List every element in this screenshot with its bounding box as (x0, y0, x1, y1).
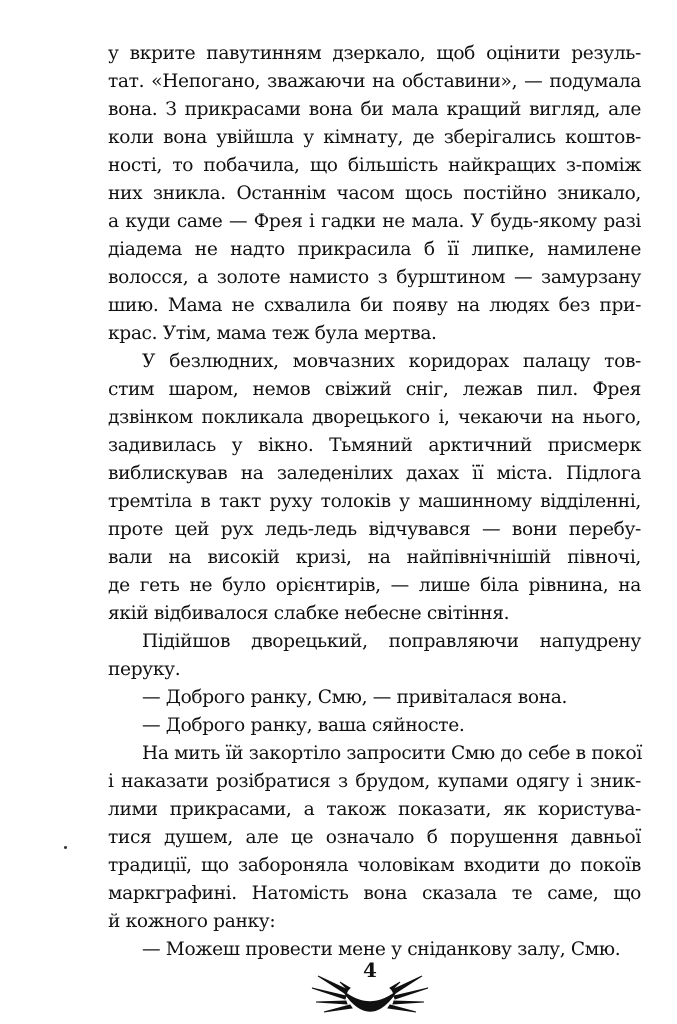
text-line: маркграфині. Натомість вона сказала те саме, що (108, 883, 641, 904)
text-line: тися душем, але це означало б порушення давньої (108, 827, 641, 848)
text-line: де геть не було орієнтирів, — лише біла рівнина, на (108, 575, 641, 596)
text-line: лими прикрасами, а також показати, як користува- (108, 799, 641, 820)
text-line: діадема не надто прикрасила б її липке, намилене (108, 239, 641, 260)
text-line: задивилась у вікно. Тьмяний арктичний присмерк (108, 435, 641, 456)
text-line: — Можеш провести мене у сніданкову залу, Смю. (142, 939, 621, 960)
text-line: а куди саме — Фрея і гадки не мала. У будь-якому разі (108, 211, 641, 232)
text-line: і наказати розібратися з брудом, купами одягу і зник- (108, 771, 641, 792)
text-line: й кожного ранку: (108, 911, 276, 932)
text-line: тремтіла в такт руху толоків у машинному відділенні, (108, 491, 641, 512)
text-line: у вкрите павутинням дзеркало, щоб оцінити резуль- (108, 43, 641, 64)
text-line: тат. «Непогано, зважаючи на обставини», — подумала (108, 71, 641, 92)
text-line: коли вона увійшла у кімнату, де зберігались коштов- (108, 127, 641, 148)
text-line: них зникла. Останнім часом щось постійно зникало, (108, 183, 641, 204)
text-line: — Доброго ранку, Смю, — привіталася вона. (142, 687, 568, 708)
page-footer (310, 958, 430, 1018)
text-line: дзвінком покликала дворецького і, чекаючи на нього, (108, 407, 641, 428)
ink-speck (64, 846, 67, 849)
text-line: шию. Мама не схвалила би появу на людях без при- (108, 295, 641, 316)
text-line: Підійшов дворецький, поправляючи напудрену (142, 631, 641, 652)
text-line: — Доброго ранку, ваша сяйносте. (142, 715, 465, 736)
page-number: 4 (363, 958, 377, 982)
text-line: виблискував на заледенілих дахах її міста. Підлога (108, 463, 641, 484)
text-line: крас. Утім, мама теж була мертва. (108, 323, 437, 344)
text-line: У безлюдних, мовчазних коридорах палацу тов- (142, 351, 641, 372)
text-line: вали на високій кризі, на найпівнічнішій півночі, (108, 547, 641, 568)
text-line: перуку. (108, 659, 181, 680)
text-line: вона. З прикрасами вона би мала кращий вигляд, але (108, 99, 641, 120)
text-line: традиції, що забороняла чоловікам входити до покоїв (108, 855, 641, 876)
text-line: На мить їй закортіло запросити Смю до себе в покої (142, 743, 642, 764)
text-line: ності, то побачила, що більшість найкращих з-поміж (108, 155, 641, 176)
text-line: волосся, а золоте намисто з бурштином — замурзану (108, 267, 641, 288)
body-text (108, 40, 641, 964)
text-line: якій відбивалося слабке небесне світіння. (108, 603, 510, 624)
text-line: стим шаром, немов свіжий сніг, лежав пил. Фрея (108, 379, 641, 400)
text-line: проте цей рух ледь-ледь відчувався — вони перебу- (108, 519, 641, 540)
